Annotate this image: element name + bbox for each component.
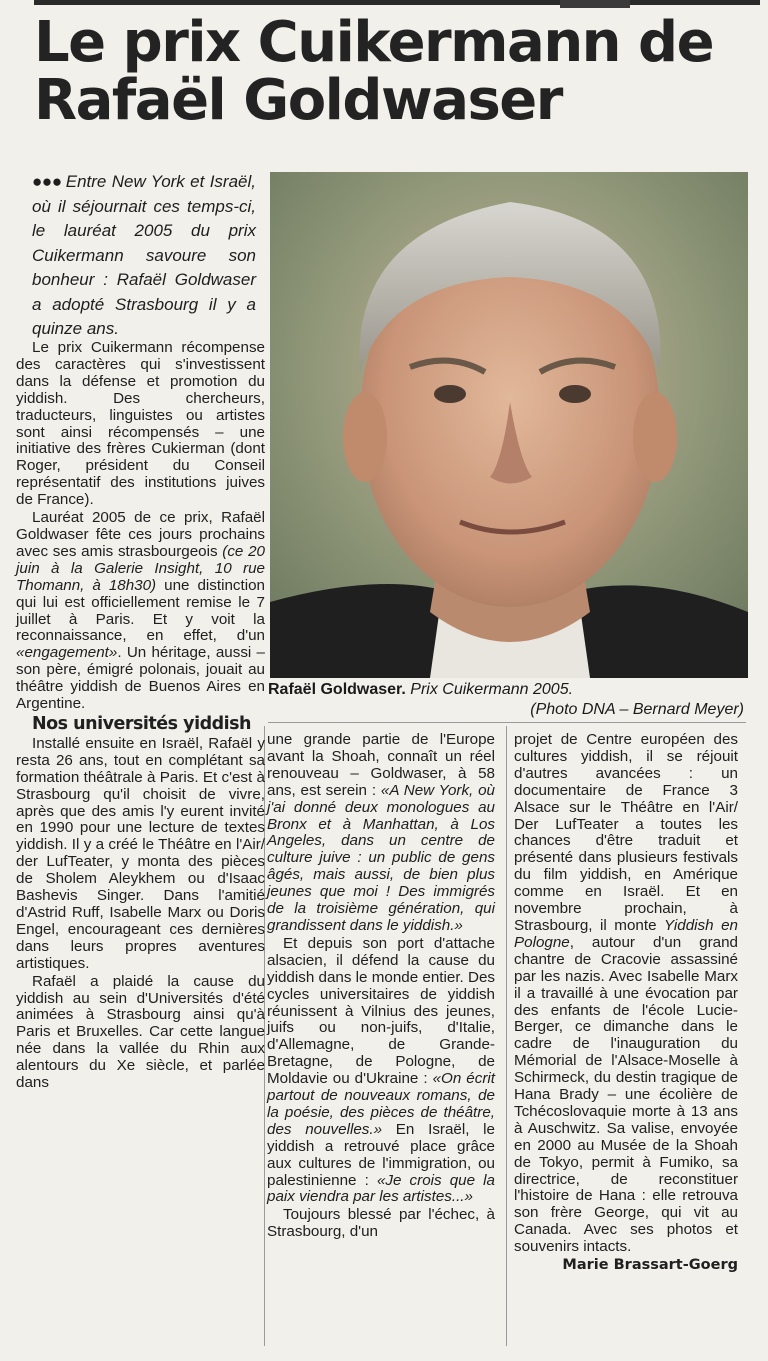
paragraph-6-part-a: Et depuis son port d'attache alsacien, il défend la cause du yiddish dans le monde entier. Des cycles universitaires de yiddish réunissent à Vilnius des jeunes, juifs ou non-juifs, d'Italie, d'Allemagne, de Grande-Bretagne, de Pologne, de Moldavie ou d'Ukraine :	[267, 934, 495, 1088]
paragraph-5	[267, 732, 495, 935]
section-tab	[560, 0, 630, 8]
paragraph-6	[267, 936, 495, 1207]
paragraph-2-quote: «engagement»	[16, 644, 118, 662]
caption-text: Prix Cuikermann 2005.	[410, 681, 574, 698]
chapo-text: Entre New York et Israël, où il séjournait ces temps-ci, le lauréat 2005 du prix Cuikermann savoure son bonheur : Rafaël Goldwaser a adopté Strasbourg il y a quinze ans.	[32, 172, 257, 338]
portrait-photo-icon	[270, 172, 748, 678]
photo-caption	[268, 680, 746, 720]
caption-rule	[268, 722, 746, 723]
bullets-icon: ●●●	[32, 172, 62, 191]
paragraph-2-part-e: . Un héritage, aussi – son père, émigré polonais, jouait au théâtre yiddish de Buenos Aires en Argentine.	[16, 644, 265, 713]
author-signature: Marie Brassart-Goerg	[562, 1257, 738, 1274]
portrait-photo	[270, 172, 748, 678]
column-2	[267, 732, 495, 1242]
paragraph-8-part-a: projet de Centre européen des cultures yiddish, il se réjouit d'autres avancées : un documentaire de France 3 Alsace sur le Théâtre en l'Air/ Der LufTeater a toutes les chances d'être traduit et présenté dans plusieurs festivals du film yiddish, en Amérique comme en Israël. Et en novembre prochain, à Strasbourg, il monte	[514, 731, 738, 934]
column-3	[514, 732, 738, 1275]
paragraph-2-part-c: une distinction qui lui est officiellement remise le 7 juillet à Paris. Et y voit la reconnaissance, en effet, d'un	[16, 576, 265, 645]
column-rule-2	[506, 726, 507, 1346]
paragraph-5-quote: «A New York, où j'ai donné deux monologues au Bronx et à Manhattan, à Los Angeles, dans un centre de culture juive : un public de gens âgés, mais aussi, de bien plus jeunes que moi ! Des immigrés de la troisième génération, qui grandissent dans le yiddish.»	[267, 781, 496, 934]
photo-credit: (Photo DNA – Bernard Meyer)	[530, 701, 744, 718]
paragraph-2	[16, 510, 265, 713]
subheading: Nos universités yiddish	[32, 713, 251, 734]
paragraph-6-quote-2: «Je crois que la paix viendra par les artistes...»	[267, 1171, 495, 1206]
paragraph-2-event-details: (ce 20 juin à la Galerie Insight, 10 rue Thomann, à 18h30)	[16, 542, 265, 594]
paragraph-4: Rafaël a plaidé la cause du yiddish au sein d'Universités d'été animées à Strasbourg ainsi qu'à Paris et Bruxelles. Car cette langue née dans la vallée du Rhin aux alentours du Xe siècle, et parlée dans	[16, 972, 265, 1092]
paragraph-8-title: Yiddish en Pologne	[514, 916, 738, 951]
paragraph-8	[514, 732, 738, 1256]
paragraph-8-part-c: , autour d'un grand chantre de Cracovie assassiné par les nazis. Avec Isabelle Marx il a travaillé à une évocation par des enfants de l'école Lucie-Berger, ce dimanche dans le cadre de l'inauguration du Mémorial de l'Alsace-Moselle à Schirmeck, du destin tragique de Hana Brady – une écolière de Tchécoslovaquie morte à 13 ans à Auschwitz. Sa valise, envoyée en 2000 au Musée de la Shoah de Tokyo, permit à Fumiko, sa directrice, de reconstituer l'histoire de Hana : elle retrouva son frère George, qui vit au Canada. Avec ses photos et souvenirs intacts.	[514, 933, 738, 1256]
headline-line-2: Rafaël Goldwaser	[34, 68, 562, 133]
chapo	[32, 170, 256, 342]
paragraph-6-quote-1: «On écrit partout de nouveaux romans, de la poésie, des pièces de théâtre, des nouvelles.»	[267, 1070, 495, 1138]
headline-line-1: Le prix Cuikermann de	[34, 10, 714, 75]
paragraph-6-part-c: En Israël, le yiddish a retrouvé place grâce aux cultures de l'immigration, ou palestinienne :	[267, 1120, 495, 1189]
paragraph-7: Toujours blessé par l'échec, à Strasbourg, d'un	[267, 1206, 495, 1241]
paragraph-2-part-a: Lauréat 2005 de ce prix, Rafaël Goldwaser fête ces jours prochains avec ses amis strasbourgeois	[16, 509, 265, 560]
paragraph-3: Installé ensuite en Israël, Rafaël y resta 26 ans, tout en complétant sa formation théâtrale à Paris. Et c'est à Strasbourg qu'il choisit de vivre, après que des amis l'y eurent invité en 1990 pour une lecture de textes yiddish. Il y a créé le Théâtre en l'Air/ der LufTeater, y monta des pièces de Sholem Aleykhem ou d'Isaac Bashevis Singer. Dans l'amitié d'Astrid Ruff, Isabelle Marx ou Doris Engel, encourageant ces dernières dans leurs propres aventures artistiques.	[16, 734, 265, 972]
paragraph-5-part-a: une grande partie de l'Europe avant la Shoah, connaît un réel renouveau – Goldwaser, à 58 ans, est serein :	[267, 731, 495, 799]
top-rule	[34, 0, 760, 5]
headline	[34, 10, 758, 133]
caption-name: Rafaël Goldwaser.	[268, 681, 406, 698]
paragraph-1: Le prix Cuikermann récompense des caractères qui s'investissent dans la défense et promotion du yiddish. Des chercheurs, traducteurs, linguistes ou artistes sont ainsi récompensés – une initiative des frères Cukierman (dont Roger, président du Conseil représentatif des institutions juives de France).	[16, 339, 265, 509]
column-1	[16, 340, 265, 1093]
